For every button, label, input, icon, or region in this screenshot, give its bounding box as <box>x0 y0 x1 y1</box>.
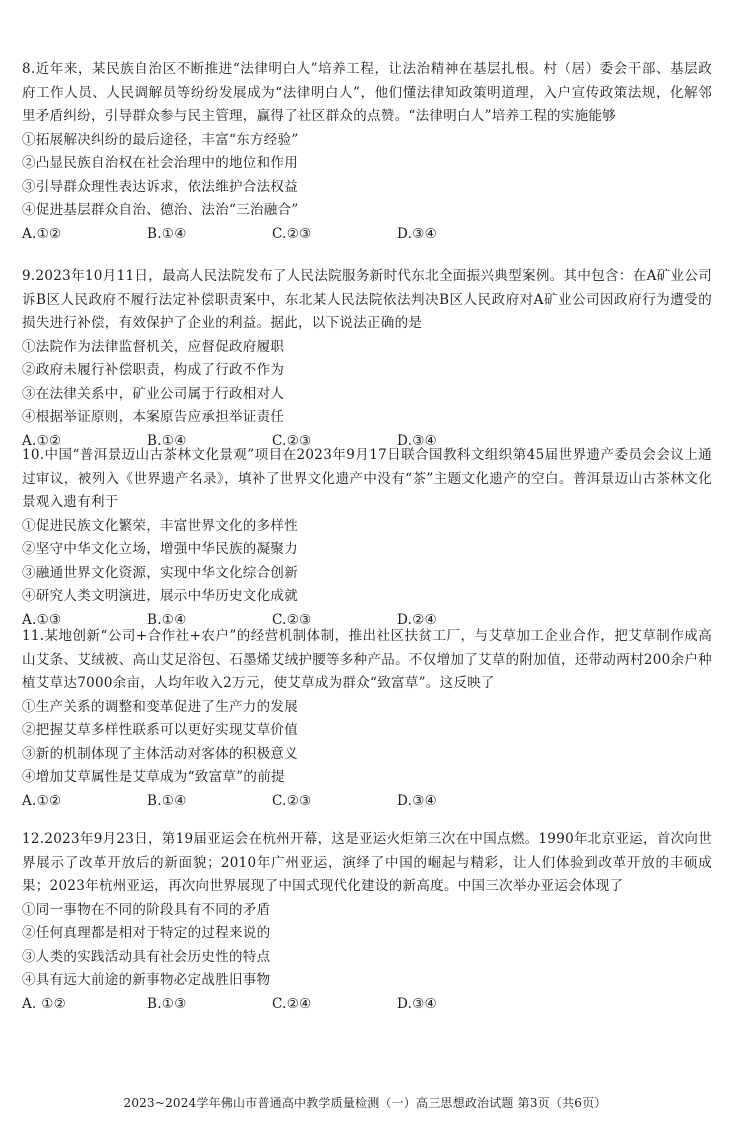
option-statement: ①法院作为法律监督机关，应督促政府履职 <box>22 338 285 355</box>
choice-b: B.①④ <box>147 432 187 449</box>
question-9 <box>22 265 712 453</box>
question-stem: 8.近年来，某民族自治区不断推进“法律明白人”培养工程，让法治精神在基层扎根。村（居）委会干部、基层政府工作人员、人民调解员等纷纷发展成为“法律明白人”，他们懂法律知政策明道理，入户宣传政策法规，化解邻里矛盾纠纷，引导群众参与民主管理，赢得了社区群众的点赞。“法律明白人”培养工程的实施能够 <box>22 61 712 124</box>
choice-c: C.②③ <box>272 225 312 242</box>
option-statement: ④促进基层群众自治、德治、法治“三治融合” <box>22 202 299 218</box>
question-stem: 11.某地创新“公司+合作社+农户”的经营机制体制，推出社区扶贫工厂，与艾草加工企业合作，把艾草制作成高山艾条、艾绒被、高山艾足浴包、石墨烯艾绒护腰等多种产品。不仅增加了艾草的附加值，还带动两村200余户种植艾草达7000余亩，人均年收入2万元，使艾草成为群众“致富草”。这反映了 <box>22 628 712 691</box>
choice-a: A. ①② <box>22 995 67 1012</box>
option-statement: ④研究人类文明演进，展示中华历史文化成就 <box>22 588 298 604</box>
choice-a: A.①② <box>22 792 62 809</box>
option-statement: ③融通世界文化资源，实现中华文化综合创新 <box>22 564 298 581</box>
answer-choices <box>22 790 712 814</box>
choice-c: C.②④ <box>272 995 312 1012</box>
option-statement: ①促进民族文化繁荣，丰富世界文化的多样性 <box>22 517 298 534</box>
choice-d: D.③④ <box>397 225 438 242</box>
choice-b: B.①③ <box>147 995 187 1012</box>
choice-a: A.①② <box>22 432 62 449</box>
choice-d: D.②④ <box>397 611 438 628</box>
choice-b: B.①④ <box>147 792 187 809</box>
option-statement: ④具有远大前途的新事物必定战胜旧事物 <box>22 972 271 988</box>
choice-a: A.①③ <box>22 611 62 628</box>
choice-b: B.①④ <box>147 611 187 628</box>
option-statement: ③在法律关系中，矿业公司属于行政相对人 <box>22 385 285 402</box>
question-stem: 9.2023年10月11日，最高人民法院发布了人民法院服务新时代东北全面振兴典型案例。其中包含：在A矿业公司诉B区人民政府不履行法定补偿职责案中，东北某人民法院依法判决B区人民政府对A矿业公司因政府行为遭受的损失进行补偿，有效保护了企业的利益。据此，以下说法正确的是 <box>22 268 712 331</box>
question-10 <box>22 444 712 632</box>
option-statement: ②凸显民族自治权在社会治理中的地位和作用 <box>22 155 298 171</box>
answer-choices <box>22 223 712 247</box>
question-11 <box>22 625 712 813</box>
choice-d: D.③④ <box>397 432 438 449</box>
question-stem: 12.2023年9月23日，第19届亚运会在杭州开幕，这是亚运火炬第三次在中国点燃。1990年北京亚运，首次向世界展示了改革开放后的新面貌；2010年广州亚运，演绎了中国的崛起与精彩，让人们体验到改革开放的丰硕成果；2023年杭州亚运，再次向世界展现了中国式现代化建设的新高度。中国三次举办亚运会体现了 <box>22 831 712 894</box>
option-statement: ①拓展解决纠纷的最后途径，丰富“东方经验” <box>22 131 299 148</box>
option-statement: ③新的机制体现了主体活动对客体的积极意义 <box>22 745 298 762</box>
option-statement: ①同一事物在不同的阶段具有不同的矛盾 <box>22 901 271 918</box>
option-statement: ②任何真理都是相对于特定的过程来说的 <box>22 925 271 941</box>
choice-d: D.③④ <box>397 792 438 809</box>
option-statement: ③引导群众理性表达诉求，依法维护合法权益 <box>22 178 298 195</box>
question-stem: 10.中国“普洱景迈山古茶林文化景观”项目在2023年9月17日联合国教科文组织第45届世界遗产委员会会议上通过审议，被列入《世界遗产名录》，填补了世界文化遗产中没有“茶”主题文化遗产的空白。普洱景迈山古茶林文化景观入遗有利于 <box>22 447 712 510</box>
option-statement: ①生产关系的调整和变革促进了生产力的发展 <box>22 698 298 715</box>
choice-c: C.②③ <box>272 792 312 809</box>
page-footer: 2023~2024学年佛山市普通高中教学质量检测（一）高三思想政治试题 第3页（共6页） <box>123 1096 607 1110</box>
option-statement: ④增加艾草属性是艾草成为“致富草”的前提 <box>22 769 285 785</box>
choice-c: C.②③ <box>272 432 312 449</box>
choice-d: D.③④ <box>397 995 438 1012</box>
choice-c: C.②③ <box>272 611 312 628</box>
question-8 <box>22 58 712 246</box>
option-statement: ②政府未履行补偿职责，构成了行政不作为 <box>22 362 285 378</box>
choice-a: A.①② <box>22 225 62 242</box>
option-statement: ④根据举证原则，本案原告应承担举证责任 <box>22 409 285 425</box>
option-statement: ③人类的实践活动具有社会历史性的特点 <box>22 948 271 965</box>
option-statement: ②把握艾草多样性联系可以更好实现艾草价值 <box>22 722 298 738</box>
question-12 <box>22 828 712 1016</box>
answer-choices <box>22 993 712 1017</box>
option-statement: ②坚守中华文化立场，增强中华民族的凝聚力 <box>22 541 298 557</box>
choice-b: B.①④ <box>147 225 187 242</box>
